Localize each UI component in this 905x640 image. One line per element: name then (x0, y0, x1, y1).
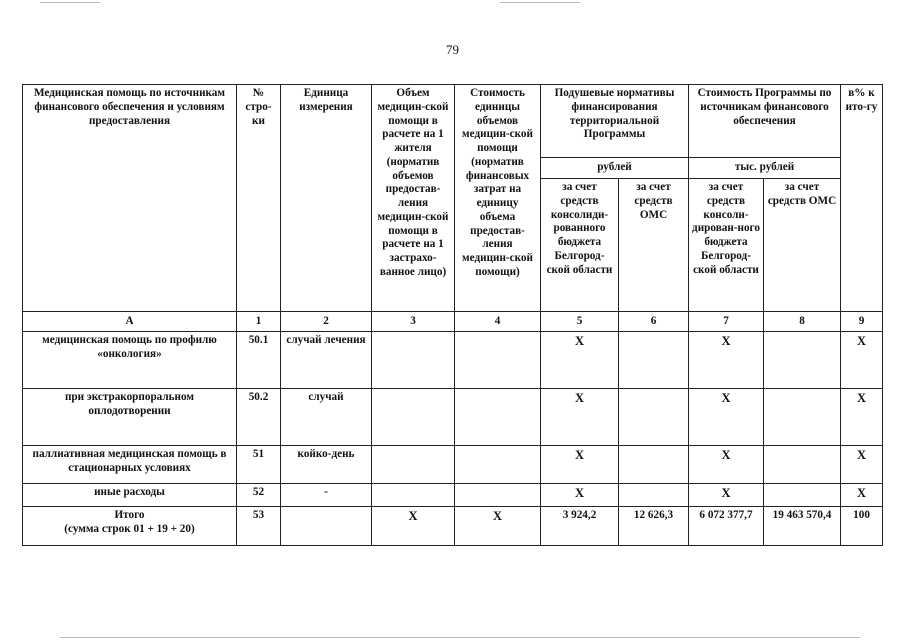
scan-artifact-top (40, 2, 100, 3)
financing-table (22, 84, 883, 546)
row-c4 (455, 484, 541, 507)
header-col-7: за счет средств консоли-дирован-ного бюджета Белгород-ской области (689, 179, 764, 312)
row-c9: Х (841, 484, 883, 507)
scan-artifact-bottom (60, 637, 860, 638)
header-unit-rub: рублей (541, 158, 689, 179)
header-unit-thous-rub: тыс. рублей (689, 158, 841, 179)
header-col-2: Единица измерения (281, 85, 372, 312)
header-col-9: в% к ито-гу (841, 85, 883, 312)
header-col-a: Медицинская помощь по источникам финансового обеспечения и условиям предоставления (23, 85, 237, 312)
header-col-6: за счет средств ОМС (619, 179, 689, 312)
header-col-5: за счет средств консолиди-рованного бюджета Белгород-ской области (541, 179, 619, 312)
row-c4 (455, 332, 541, 389)
row-line-number: 52 (237, 484, 281, 507)
total-label: Итого (114, 509, 145, 521)
row-c7: Х (689, 446, 764, 484)
total-line-number: 53 (237, 507, 281, 546)
row-c5: Х (541, 389, 619, 446)
total-name (23, 507, 237, 546)
header-col-8: за счет средств ОМС (764, 179, 841, 312)
header-col-3: Объем медицин-ской помощи в расчете на 1 жителя (норматив объемов предостав-ления медицин-ской помощи в расчете на 1 застрахо-ванное лицо) (372, 85, 455, 312)
row-name: паллиативная медицинская помощь в стационарных условиях (23, 446, 237, 484)
row-c7: Х (689, 389, 764, 446)
row-c9: Х (841, 332, 883, 389)
column-number: 4 (455, 312, 541, 332)
total-sublabel: (сумма строк 01 + 19 + 20) (64, 522, 195, 535)
column-number: А (23, 312, 237, 332)
table-row (23, 484, 883, 507)
header-col-4: Стоимость единицы объемов медицин-ской помощи (норматив финансовых затрат на единицу объема предостав-ления медицин-ской помощи) (455, 85, 541, 312)
row-c3 (372, 389, 455, 446)
total-c5: 3 924,2 (541, 507, 619, 546)
total-c7: 6 072 377,7 (689, 507, 764, 546)
row-unit: случай лечения (281, 332, 372, 389)
row-c7: Х (689, 332, 764, 389)
column-number: 9 (841, 312, 883, 332)
column-number: 7 (689, 312, 764, 332)
table-row (23, 389, 883, 446)
row-name: медицинская помощь по профилю «онкология» (23, 332, 237, 389)
row-line-number: 50.2 (237, 389, 281, 446)
row-line-number: 50.1 (237, 332, 281, 389)
row-c8 (764, 446, 841, 484)
column-number: 8 (764, 312, 841, 332)
column-number: 3 (372, 312, 455, 332)
row-line-number: 51 (237, 446, 281, 484)
row-c4 (455, 446, 541, 484)
row-c3 (372, 484, 455, 507)
header-col-1: № стро-ки (237, 85, 281, 312)
row-c4 (455, 389, 541, 446)
row-c8 (764, 332, 841, 389)
row-c9: Х (841, 389, 883, 446)
row-unit: - (281, 484, 372, 507)
total-c4: Х (455, 507, 541, 546)
row-c5: Х (541, 484, 619, 507)
row-unit: койко-день (281, 446, 372, 484)
column-number: 6 (619, 312, 689, 332)
table-row (23, 332, 883, 389)
row-c6 (619, 446, 689, 484)
total-c3: Х (372, 507, 455, 546)
row-c5: Х (541, 446, 619, 484)
table-row (23, 446, 883, 484)
total-c9: 100 (841, 507, 883, 546)
row-c6 (619, 332, 689, 389)
row-c9: Х (841, 446, 883, 484)
column-number: 5 (541, 312, 619, 332)
column-number: 2 (281, 312, 372, 332)
total-c6: 12 626,3 (619, 507, 689, 546)
row-c6 (619, 484, 689, 507)
total-c8: 19 463 570,4 (764, 507, 841, 546)
column-number-row (23, 312, 883, 332)
row-c5: Х (541, 332, 619, 389)
row-c6 (619, 389, 689, 446)
row-c8 (764, 484, 841, 507)
scan-artifact-top (500, 2, 580, 3)
row-c7: Х (689, 484, 764, 507)
page-number: 79 (446, 42, 459, 57)
row-name: при экстракорпоральном оплодотворении (23, 389, 237, 446)
total-row (23, 507, 883, 546)
header-group-cost: Стоимость Программы по источникам финансового обеспечения (689, 85, 841, 158)
row-c3 (372, 446, 455, 484)
column-number: 1 (237, 312, 281, 332)
row-c3 (372, 332, 455, 389)
row-name: иные расходы (23, 484, 237, 507)
header-group-per-capita: Подушевые нормативы финансирования территориальной Программы (541, 85, 689, 158)
row-c8 (764, 389, 841, 446)
total-unit (281, 507, 372, 546)
row-unit: случай (281, 389, 372, 446)
